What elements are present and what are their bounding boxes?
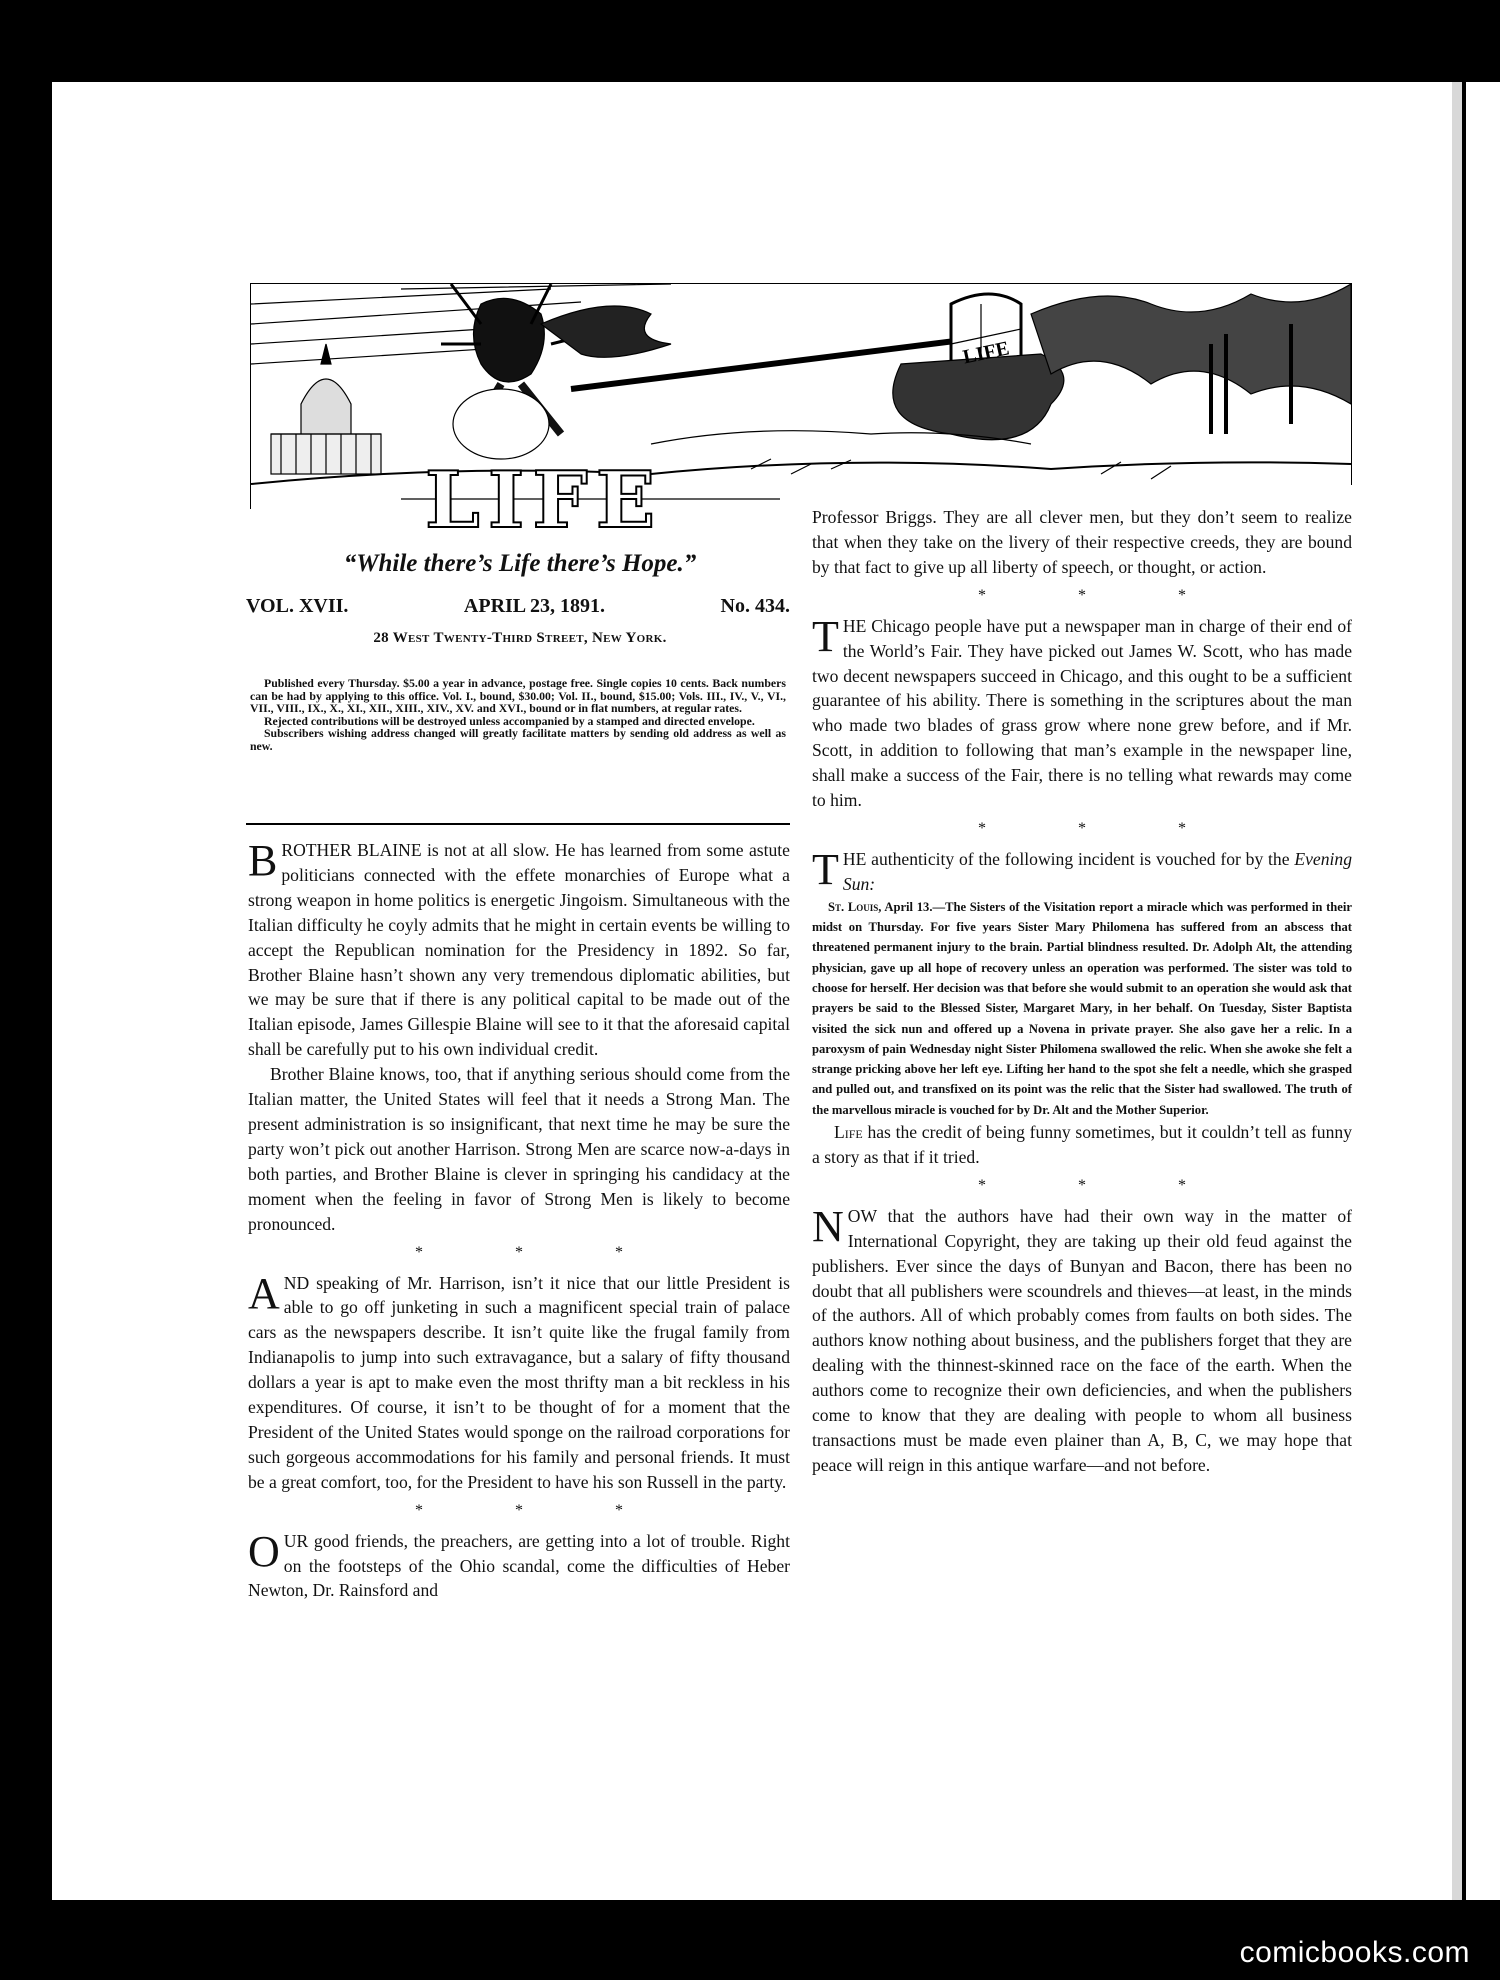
masthead-engraving <box>251 284 1351 509</box>
quote-text: April 13.—The Sisters of the Visitation report a miracle which was performed in their midst on Thursday. For five years Sister Mary Philomena has suffered from an abscess that threatened permanent injury to the brain. Partial blindness resulted. Dr. Adolph Alt, the attending physician, gave up all hope of recovery unless an operation was performed. The sister was told to choose for herself. Her decision was that before she would submit to an operation she would ask that prayers be said to the Blessed Sister, Margaret Mary, in her behalf. On Tuesday, Sister Baptista visited the sick nun and offered up a Novena in private prayer. She also gave her a relic. In a paroxysm of pain Wednesday night Sister Philomena swallowed the relic. When she awoke she felt a strange pricking above her left eye. Lifting her hand to the spot she felt a needle, which she grasped and pulled out, and transfixed on its point was the relic that the Sister had swallowed. The truth of the marvellous miracle is vouched for by Dr. Alt and the Mother Superior. <box>812 899 1352 1117</box>
issue-number: No. 434. <box>720 595 790 617</box>
article-body: He has learned from some astute politicians connected with the effete monarchies of Europe what a strong weapon in home politics is energetic Jingoism. Simultaneous with the Italian difficulty he coyly admits that he might in certain events be willing to accept the Republican nomination for the Presidency in 1892. So far, Brother Blaine hasn’t shown any very tremendous diplomatic abilities, but we may be sure that if there is any political capital to be made out of the Italian episode, James Gillespie Blaine will see to it that the aforesaid capital shall be carefully put to his own individual credit. <box>248 840 790 1060</box>
lead-in: UR <box>283 1530 309 1551</box>
article-blaine-para2: Brother Blaine knows, too, that if anything serious should come from the Italian matter, the United States will feel that it needs a Strong Man. The present administration is so insignificant, that next time he may be sure the party won’t pick out another Harrison. Strong Men are scarce now-a-days in both parties, and Brother Blaine is clever in springing his candidacy at the moment when the feeling in favor of Strong Men is likely to become pronounced. <box>248 1064 790 1234</box>
section-stars: * * * <box>415 1243 667 1261</box>
article-chicago <box>812 611 1352 813</box>
quoted-report <box>812 897 1352 1120</box>
masthead-illustration <box>250 283 1352 509</box>
article-miracle <box>812 844 1352 897</box>
pub-note: Rejected contributions will be destroyed unless accompanied by a stamped and directed envelope. <box>264 713 755 728</box>
dateline: St. Louis, <box>828 899 882 914</box>
section-stars: * * * <box>978 586 1230 604</box>
life-comment <box>812 1120 1352 1170</box>
lead-in: HE <box>842 848 867 869</box>
issue-line <box>246 595 790 618</box>
address: 28 West Twenty-Third Street, New York. <box>373 630 667 646</box>
divider-rule <box>246 823 790 825</box>
lead-in: OW <box>847 1205 877 1226</box>
dropcap: N <box>812 1201 844 1251</box>
article-harrison <box>248 1268 790 1495</box>
issue-date: APRIL 23, 1891. <box>463 595 606 617</box>
article-body: that the authors have had their own way in the matter of International Copyright, they are taking up their old feud against the publishers. Ever since the days of Bunyan and Bacon, there has been no doubt that all publishers were scoundrels and thieves—at least, in the minds of the authors. All of which probably comes from faults on both sides. The authors know nothing about business, and the publishers forget that they are dealing with the thinnest-skinned race on the face of the earth. When the authors come to recognize their own deficiencies, and when the publishers come to know that they are dealing with people to whom all business transactions must be made even plainer than A, B, C, we may hope that peace will reign in this antique warfare—and not before. <box>812 1205 1352 1475</box>
page-edge <box>1452 82 1462 1900</box>
dropcap: T <box>812 844 839 894</box>
motto: “While there’s Life there’s Hope.” <box>343 550 697 577</box>
article-blaine <box>248 838 790 1062</box>
lead-in: ROTHER BLAINE is not at all slow. <box>281 840 550 860</box>
dropcap: B <box>248 836 278 885</box>
section-stars: * * * <box>978 1176 1230 1194</box>
left-column <box>248 838 790 1603</box>
article-body: Chicago people have put a newspaper man in charge of their end of the World’s Fair. They have picked out James W. Scott, who has made two decent newspapers succeed in Chicago, and this ought to be a sufficient guarantee of his ability. There is something in the scriptures about the man who made two blades of grass grow where none grew before, and if Mr. Scott, in addition to following that man’s example in the newspaper line, shall make a success of the Fair, there is no telling what rewards may come to him. <box>812 615 1352 811</box>
article-body: authenticity of the following incident is vouched for by the <box>866 848 1295 869</box>
pub-note: Published every Thursday. $5.00 a year in advance, postage free. Single copies 10 cents. Back numbers can be had by applying to this office. Vol. I., bound, $30.00; Vol. II., bound, $15.00; Vols. III., IV., V., VI., VII., VIII., IX., X., XI., XII., XIII., XIV., XV. and XVI., bound or in flat numbers, at regular rates. <box>250 676 786 716</box>
lead-in: HE <box>842 615 867 636</box>
lead-in: ND <box>283 1272 310 1293</box>
article-body: speaking of Mr. Harrison, isn’t it nice that our little President is able to go off junketing in such a magnificent special train of palace cars as the newspapers describe. It isn’t quite like the frugal family from Indianapolis to jump into such extravagance, but a salary of fifty thousand dollars a year is apt to make even the most thrifty man a bit reckless in his expenditures. Of course, it isn’t to be thought of for a moment that the President of the United States would sponge on the railroad corporations for such gorgeous accommodations for his family and personal friends. It must be a great comfort, too, for the President to have his son Russell in the party. <box>248 1272 790 1492</box>
dropcap: T <box>812 611 839 661</box>
source-name: Evening Sun: <box>842 848 1352 894</box>
publication-notes <box>250 677 786 753</box>
right-column <box>812 505 1352 1478</box>
comment-text: has the credit of being funny sometimes, but it couldn’t tell as funny a story as that if it tried. <box>812 1122 1352 1167</box>
article-copyright <box>812 1201 1352 1478</box>
volume: VOL. XVII. <box>246 595 349 617</box>
section-stars: * * * <box>415 1501 667 1519</box>
life-name: Life <box>834 1122 863 1143</box>
article-body: good friends, the preachers, are getting into a lot of trouble. Right on the footsteps of the Ohio scandal, come the difficulties of Heber Newton, Dr. Rainsford and <box>248 1530 790 1601</box>
life-logo: LIFE <box>425 455 664 546</box>
article-preachers <box>248 1526 790 1604</box>
dropcap: A <box>248 1268 280 1318</box>
shield-label: LIFE <box>961 337 1012 369</box>
watermark: comicbooks.com <box>1239 1936 1470 1969</box>
dropcap: O <box>248 1526 280 1576</box>
next-page-strip <box>1462 82 1500 1900</box>
section-stars: * * * <box>978 819 1230 837</box>
pub-note: Subscribers wishing address changed will greatly facilitate matters by sending old address as well as new. <box>250 726 786 753</box>
article-preachers-continued: Professor Briggs. They are all clever men, but they don’t seem to realize that when they take on the livery of their respective creeds, they are bound by that fact to give up all liberty of speech, or thought, or action. <box>812 507 1352 577</box>
